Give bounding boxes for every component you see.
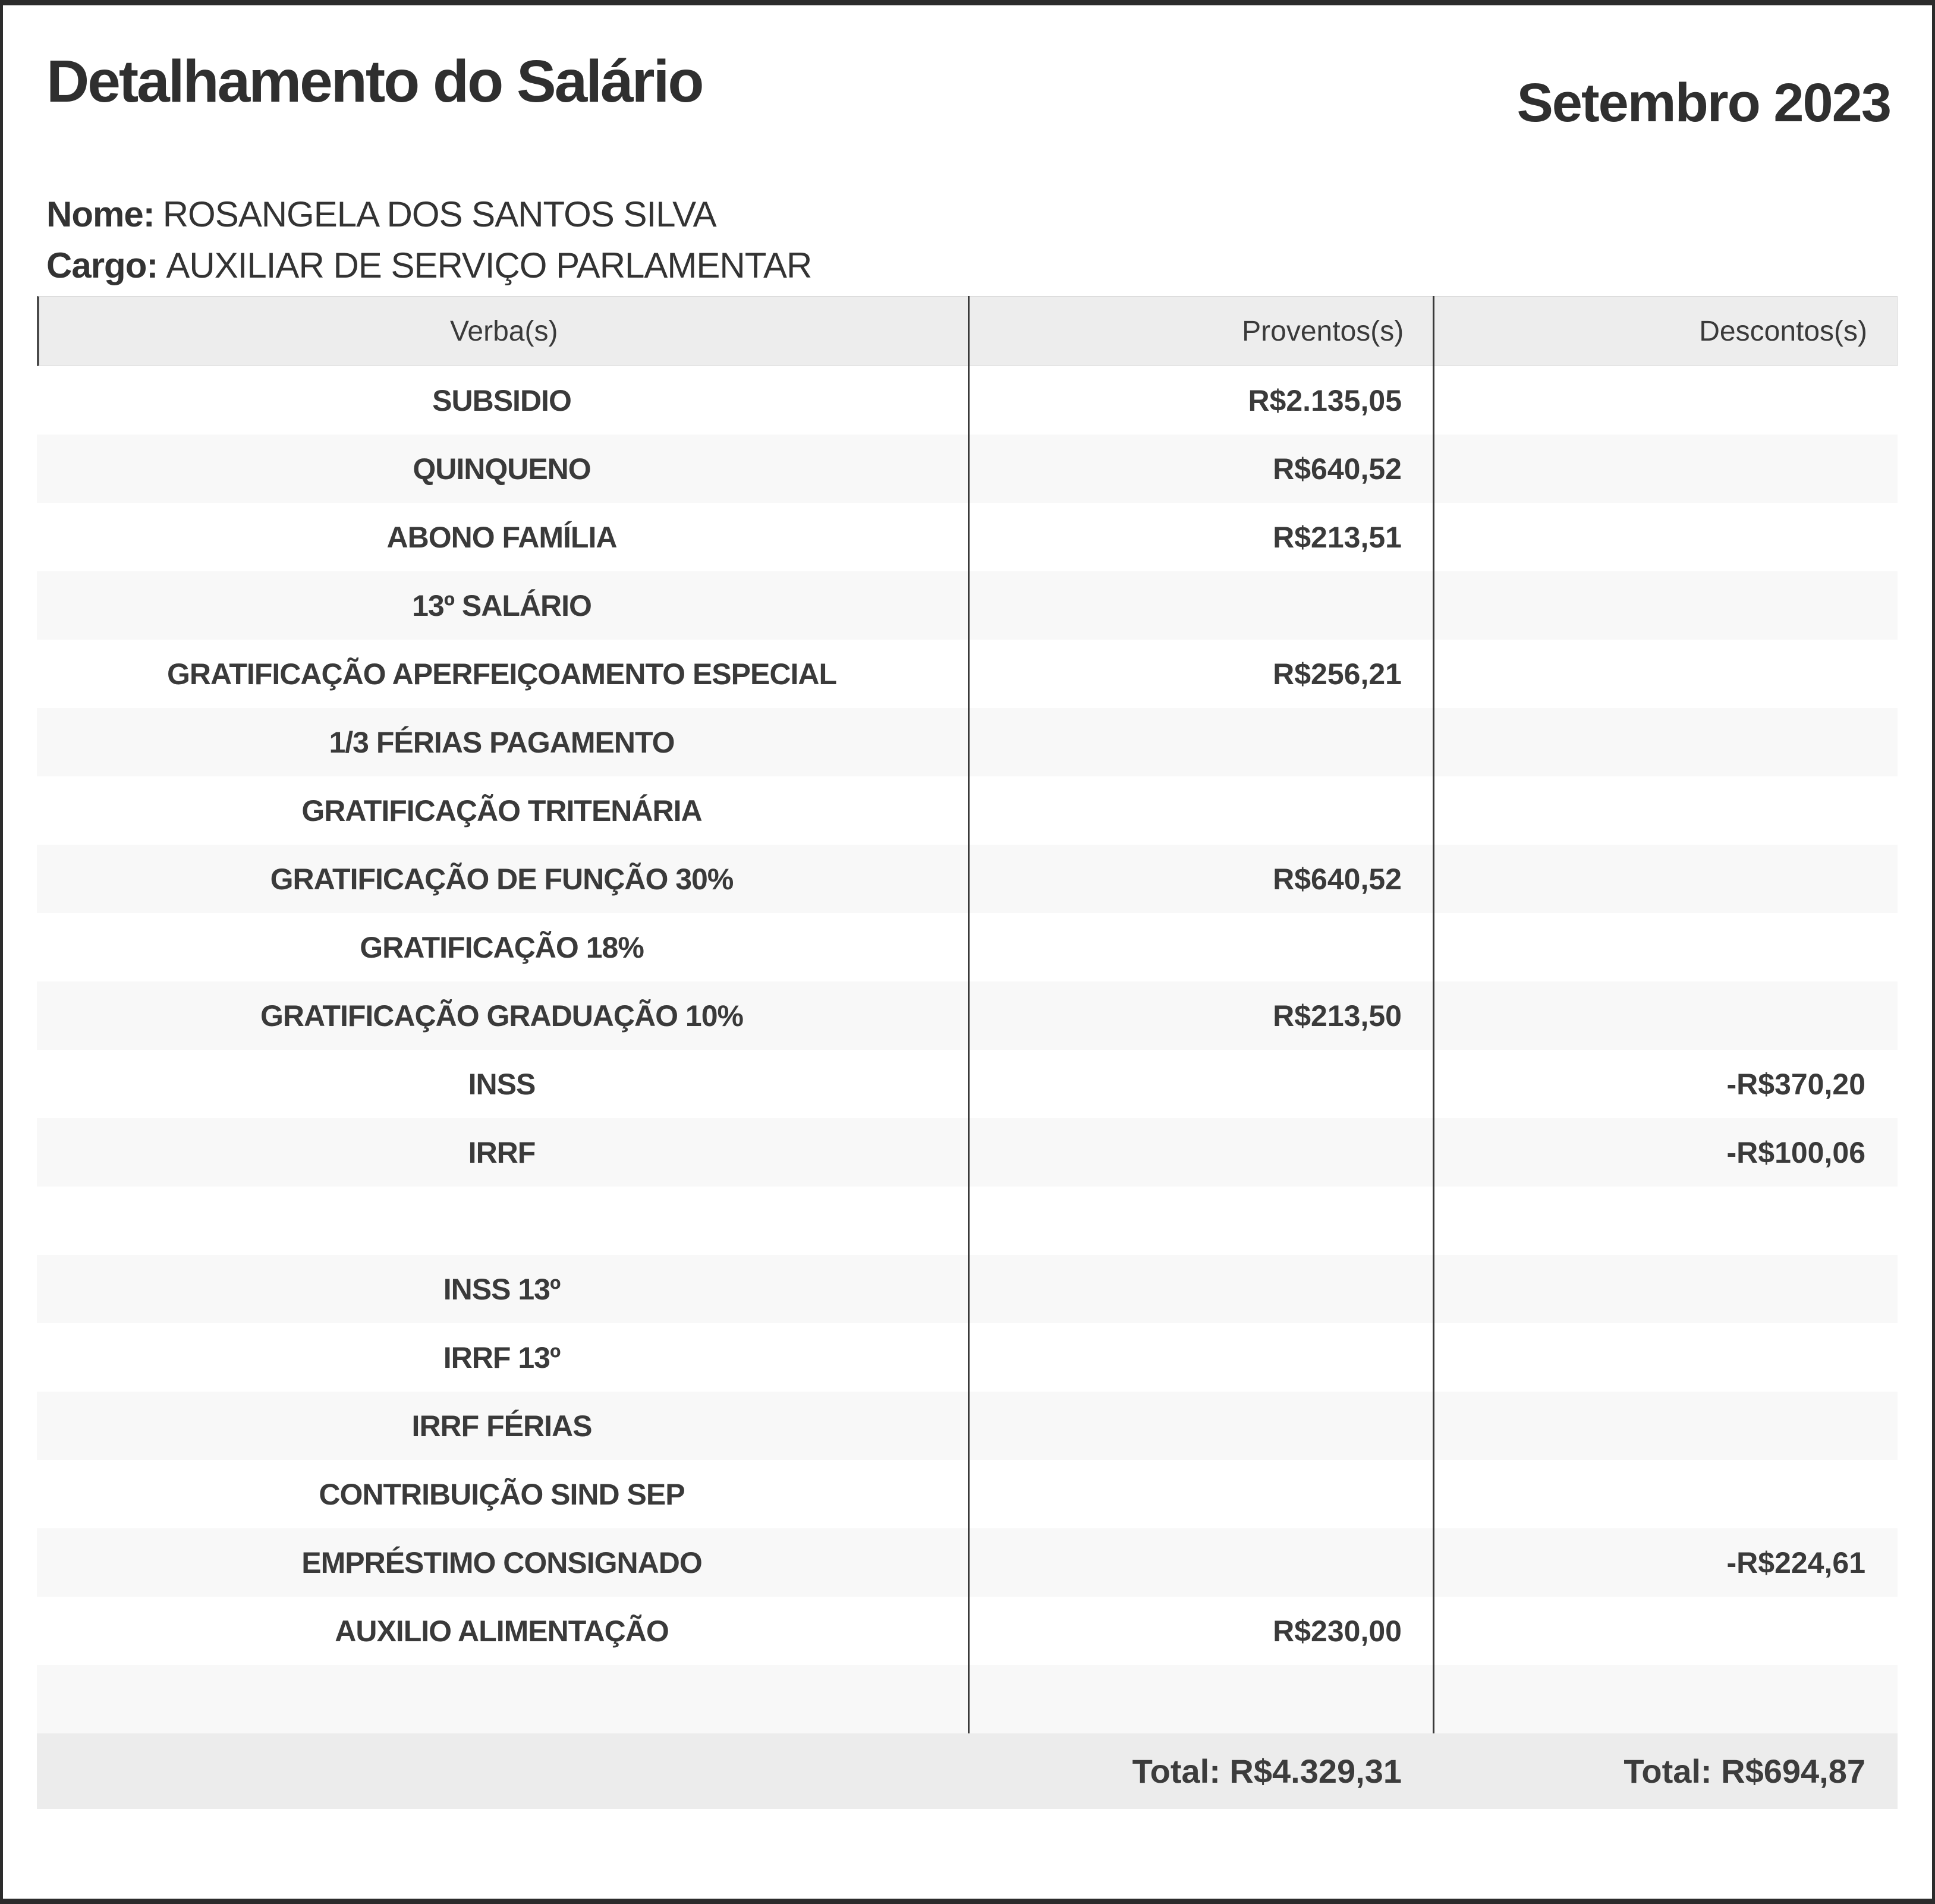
column-header-proventos: Proventos(s) xyxy=(1242,315,1404,347)
table-row xyxy=(37,913,1898,981)
verba-cell: GRATIFICAÇÃO DE FUNÇÃO 30% xyxy=(270,862,734,896)
table-row xyxy=(37,503,1898,571)
verba-cell: INSS 13º xyxy=(443,1272,561,1306)
provento-cell: R$230,00 xyxy=(1273,1614,1402,1648)
verba-cell: IRRF xyxy=(468,1135,536,1169)
verba-cell: SUBSIDIO xyxy=(432,383,571,417)
table-row xyxy=(37,1460,1898,1528)
column-header-verba: Verba(s) xyxy=(450,315,558,347)
period-label: Setembro 2023 xyxy=(1516,73,1890,133)
verba-cell: AUXILIO ALIMENTAÇÃO xyxy=(335,1614,669,1648)
table-row xyxy=(37,1528,1898,1597)
provento-cell: R$213,50 xyxy=(1273,999,1402,1033)
table-row xyxy=(37,1050,1898,1118)
provento-cell: R$256,21 xyxy=(1273,657,1402,691)
page-title: Detalhamento do Salário xyxy=(46,48,703,115)
employee-role-line xyxy=(46,248,811,284)
employee-name-line xyxy=(46,194,716,234)
table-row xyxy=(37,708,1898,776)
provento-cell: R$2.135,05 xyxy=(1248,383,1402,417)
desconto-cell: -R$100,06 xyxy=(1726,1135,1865,1169)
verba-cell: IRRF 13º xyxy=(443,1340,561,1374)
table-row xyxy=(37,366,1898,435)
table-row xyxy=(37,845,1898,913)
verba-cell: GRATIFICAÇÃO APERFEIÇOAMENTO ESPECIAL xyxy=(166,657,836,691)
desconto-cell: -R$370,20 xyxy=(1726,1067,1865,1101)
verba-cell: GRATIFICAÇÃO 18% xyxy=(360,930,644,964)
verba-cell: GRATIFICAÇÃO TRITENÁRIA xyxy=(301,794,702,827)
table-row xyxy=(37,1255,1898,1323)
verba-cell: ABONO FAMÍLIA xyxy=(386,520,617,554)
table-row xyxy=(37,1392,1898,1460)
verba-cell: 1/3 FÉRIAS PAGAMENTO xyxy=(329,725,675,759)
table-row xyxy=(37,1323,1898,1392)
table-row xyxy=(37,1665,1898,1733)
role-value: AUXILIAR DE SERVIÇO PARLAMENTAR xyxy=(166,246,812,285)
table-total-row xyxy=(37,1733,1898,1809)
verba-cell: GRATIFICAÇÃO GRADUAÇÃO 10% xyxy=(260,999,743,1033)
table-row xyxy=(37,435,1898,503)
provento-cell: R$213,51 xyxy=(1273,520,1402,554)
verba-cell: IRRF FÉRIAS xyxy=(411,1409,592,1443)
table-row xyxy=(37,640,1898,708)
table-row xyxy=(37,1187,1898,1255)
verba-cell: QUINQUENO xyxy=(413,452,591,486)
column-header-descontos: Descontos(s) xyxy=(1699,315,1868,347)
column-divider-verba-proventos xyxy=(968,296,970,1733)
verba-cell: INSS xyxy=(468,1067,536,1101)
role-label: Cargo: xyxy=(46,246,158,285)
verba-cell: CONTRIBUIÇÃO SIND SEP xyxy=(319,1477,685,1511)
table-row xyxy=(37,776,1898,845)
name-label: Nome: xyxy=(46,194,155,234)
column-divider-proventos-descontos xyxy=(1433,296,1434,1733)
provento-cell: R$640,52 xyxy=(1273,862,1402,896)
total-proventos: Total: R$4.329,31 xyxy=(1132,1752,1402,1790)
desconto-cell: -R$224,61 xyxy=(1726,1546,1865,1579)
verba-cell: 13º SALÁRIO xyxy=(412,588,591,622)
provento-cell: R$640,52 xyxy=(1273,452,1402,486)
table-row xyxy=(37,1118,1898,1187)
table-header-row xyxy=(37,296,1898,366)
table-row xyxy=(37,1597,1898,1665)
table-row xyxy=(37,981,1898,1050)
salary-table xyxy=(37,296,1898,1809)
name-value: ROSANGELA DOS SANTOS SILVA xyxy=(162,194,716,234)
table-row xyxy=(37,571,1898,640)
total-descontos: Total: R$694,87 xyxy=(1623,1752,1865,1790)
table-body xyxy=(37,366,1898,1733)
verba-cell: EMPRÉSTIMO CONSIGNADO xyxy=(301,1546,702,1579)
